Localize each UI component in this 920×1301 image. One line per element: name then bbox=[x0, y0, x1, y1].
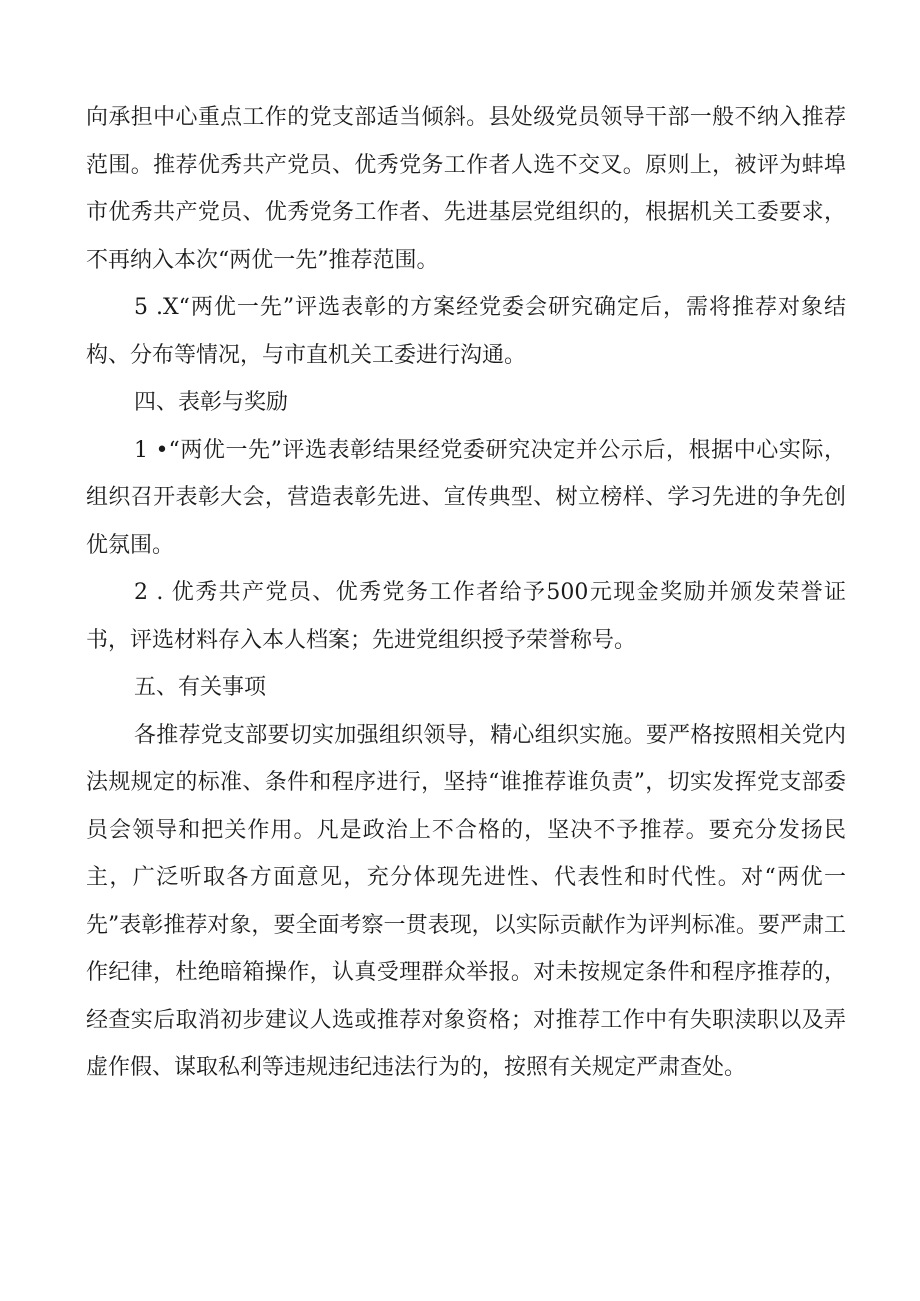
document-body bbox=[86, 94, 846, 1092]
section-heading-matters: 五、有关事项 bbox=[134, 675, 267, 700]
paragraph-requirements: 各推荐党支部要切实加强组织领导，精心组织实施。要严格按照相关党内法规规定的标准、条件和程序进行，坚持“谁推荐谁负责”，切实发挥党支部委员会领导和把关作用。凡是政治上不合格的，坚决不予推荐。要充分发扬民主，广泛听取各方面意见，充分体现先进性、代表性和时代性。对“两优一先”表彰推荐对象，要全面考察一贯表现，以实际贡献作为评判标准。要严肃工作纪律，杜绝暗箱操作，认真受理群众举报。对未按规定条件和程序推荐的，经查实后取消初步建议人选或推荐对象资格；对推荐工作中有失职渎职以及弄虚作假、谋取私利等违规违纪违法行为的，按照有关规定严肃查处。 bbox=[86, 722, 846, 1080]
paragraph-item-1: 1 •“两优一先”评选表彰结果经党委研究决定并公示后，根据中心实际，组织召开表彰大会，营造表彰先进、宣传典型、树立榜样、学习先进的争先创优氛围。 bbox=[86, 437, 846, 558]
paragraph-item-2: 2 . 优秀共产党员、优秀党务工作者给予500元现金奖励并颁发荣誉证书，评选材料存入本人档案；先进党组织授予荣誉称号。 bbox=[86, 580, 846, 653]
paragraph-continuation: 向承担中心重点工作的党支部适当倾斜。县处级党员领导干部一般不纳入推荐范围。推荐优秀共产党员、优秀党务工作者人选不交叉。原则上，被评为蚌埠市优秀共产党员、优秀党务工作者、先进基层党组织的，根据机关工委要求，不再纳入本次“两优一先”推荐范围。 bbox=[86, 105, 846, 273]
paragraph-item-5: 5 .X“两优一先”评选表彰的方案经党委会研究确定后，需将推荐对象结构、分布等情况，与市直机关工委进行沟通。 bbox=[86, 295, 846, 368]
section-heading-awards: 四、表彰与奖励 bbox=[134, 390, 289, 415]
